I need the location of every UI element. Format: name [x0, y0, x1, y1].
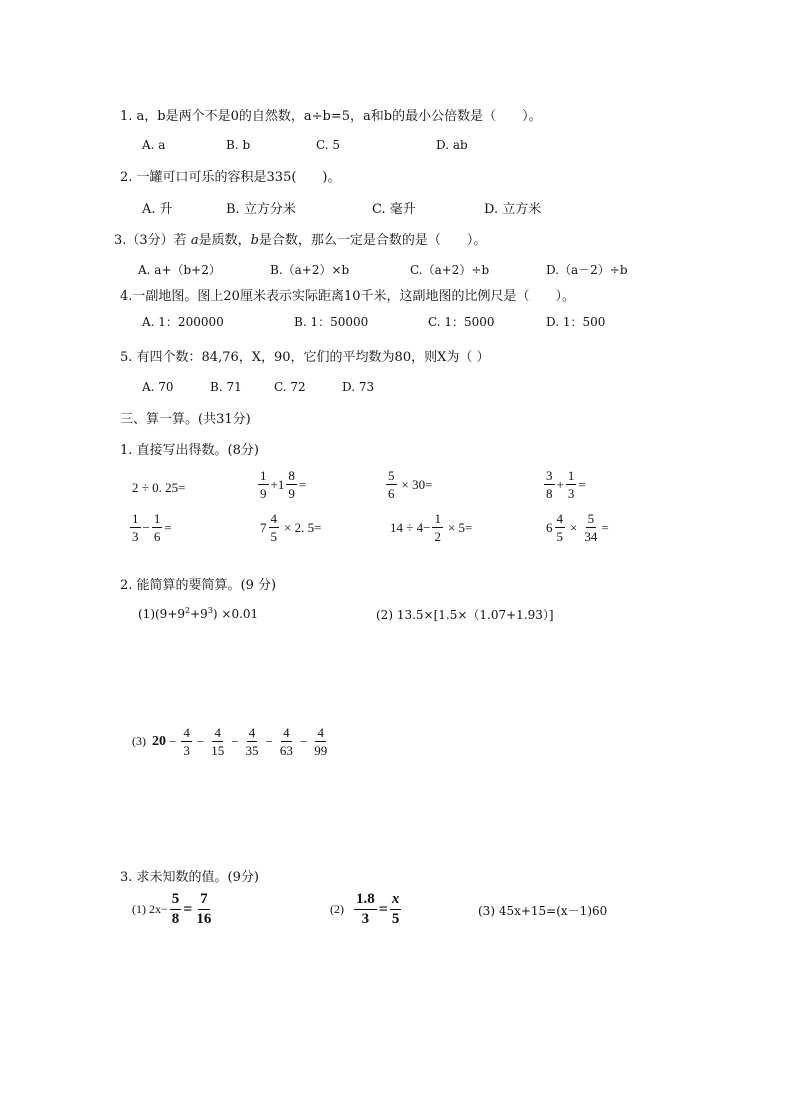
calc-1: 2 ÷ 0. 25= [132, 480, 186, 495]
part-3-title: 3. 求未知数的值。(9分) [120, 870, 259, 885]
question-1-option-c: C. 5 [316, 138, 341, 152]
question-2-option-b: B. 立方分米 [226, 202, 296, 217]
question-4-option-b: B. 1：50000 [294, 315, 369, 329]
question-1-stem: 1. a，b是两个不是0的自然数，a÷b=5，a和b的最小公倍数是（ ）。 [120, 109, 542, 124]
question-1-option-b: B. b [226, 138, 251, 152]
question-5-option-d: D. 73 [342, 380, 375, 394]
question-1-option-d: D. ab [436, 138, 468, 152]
simplify-1: $(1)(9+9^2+9^3) \times 0.01$ [138, 606, 259, 621]
question-4-stem: 4.一副地图。图上20厘米表示实际距离10千米，这副地图的比例尺是（ ）。 [120, 289, 575, 304]
question-3-option-c: C.（a+2）÷b [410, 263, 490, 277]
question-3-option-d: D.（a－2）÷b [546, 263, 628, 277]
question-2-stem: 2. 一罐可口可乐的容积是335( )。 [120, 170, 341, 185]
question-1-option-a: A. a [142, 138, 166, 152]
question-5-option-b: B. 71 [210, 380, 242, 394]
part-1-title: 1. 直接写出得数。(8分) [120, 443, 259, 458]
question-4-option-a: A. 1：200000 [142, 315, 224, 329]
calc-3: $\frac{5}{6}$ × 30= [388, 468, 433, 501]
calc-8: 6 $\frac{4}{5}$ × $\frac{5}{34}$ = [546, 511, 609, 544]
question-2-option-c: C. 毫升 [372, 202, 416, 217]
question-2-option-d: D. 立方米 [484, 202, 542, 217]
calc-5: $\frac{1}{3}$ − $\frac{1}{6}$ = [132, 511, 172, 544]
simplify-2: (2) 13.5×[1.5×（1.07+1.93）] [376, 608, 554, 622]
part-2-title: 2. 能简算的要简算。(9 分) [120, 578, 277, 593]
calc-2: $\frac{1}{9}$ +1 $\frac{8}{9}$ = [260, 468, 307, 501]
question-2-option-a: A. 升 [142, 202, 173, 217]
simplify-3: (3) 20 − $\frac{4}{3}$ − $\frac{4}{15}$ − $\frac{4}{35}$ − $\frac{4}{63}$ − $\frac{4}{99}$ [132, 725, 328, 758]
question-5-stem: 5. 有四个数：84,76，X，90，它们的平均数为80，则X为（ ） [120, 350, 490, 365]
question-5-option-a: A. 70 [142, 380, 174, 394]
question-5-option-c: C. 72 [274, 380, 306, 394]
question-3-option-b: B.（a+2）×b [270, 263, 350, 277]
question-4-option-c: C. 1：5000 [428, 315, 495, 329]
equation-3: (3) 45x+15=(x－1)60 [478, 904, 608, 918]
calc-6: 7 $\frac{4}{5}$ × 2. 5= [260, 511, 322, 544]
question-4-option-d: D. 1：500 [546, 315, 606, 329]
equation-2: (2) $\frac{1.8}{3}$ = $\frac{x}{5}$ [330, 891, 400, 927]
calc-7: 14 ÷ 4− $\frac{1}{2}$ × 5= [390, 511, 473, 544]
section-3-title: 三、算一算。(共31分) [120, 412, 251, 427]
calc-4: $\frac{3}{8}$ + $\frac{1}{3}$ = [546, 468, 586, 501]
question-3-stem: 3.（3分）若 a是质数，b是合数，那么一定是合数的是（ ）。 [114, 233, 487, 248]
question-3-option-a: A. a+（b+2） [138, 263, 221, 277]
equation-1: (1) 2x− $\frac{5}{8}$ = $\frac{7}{16}$ [132, 891, 212, 927]
